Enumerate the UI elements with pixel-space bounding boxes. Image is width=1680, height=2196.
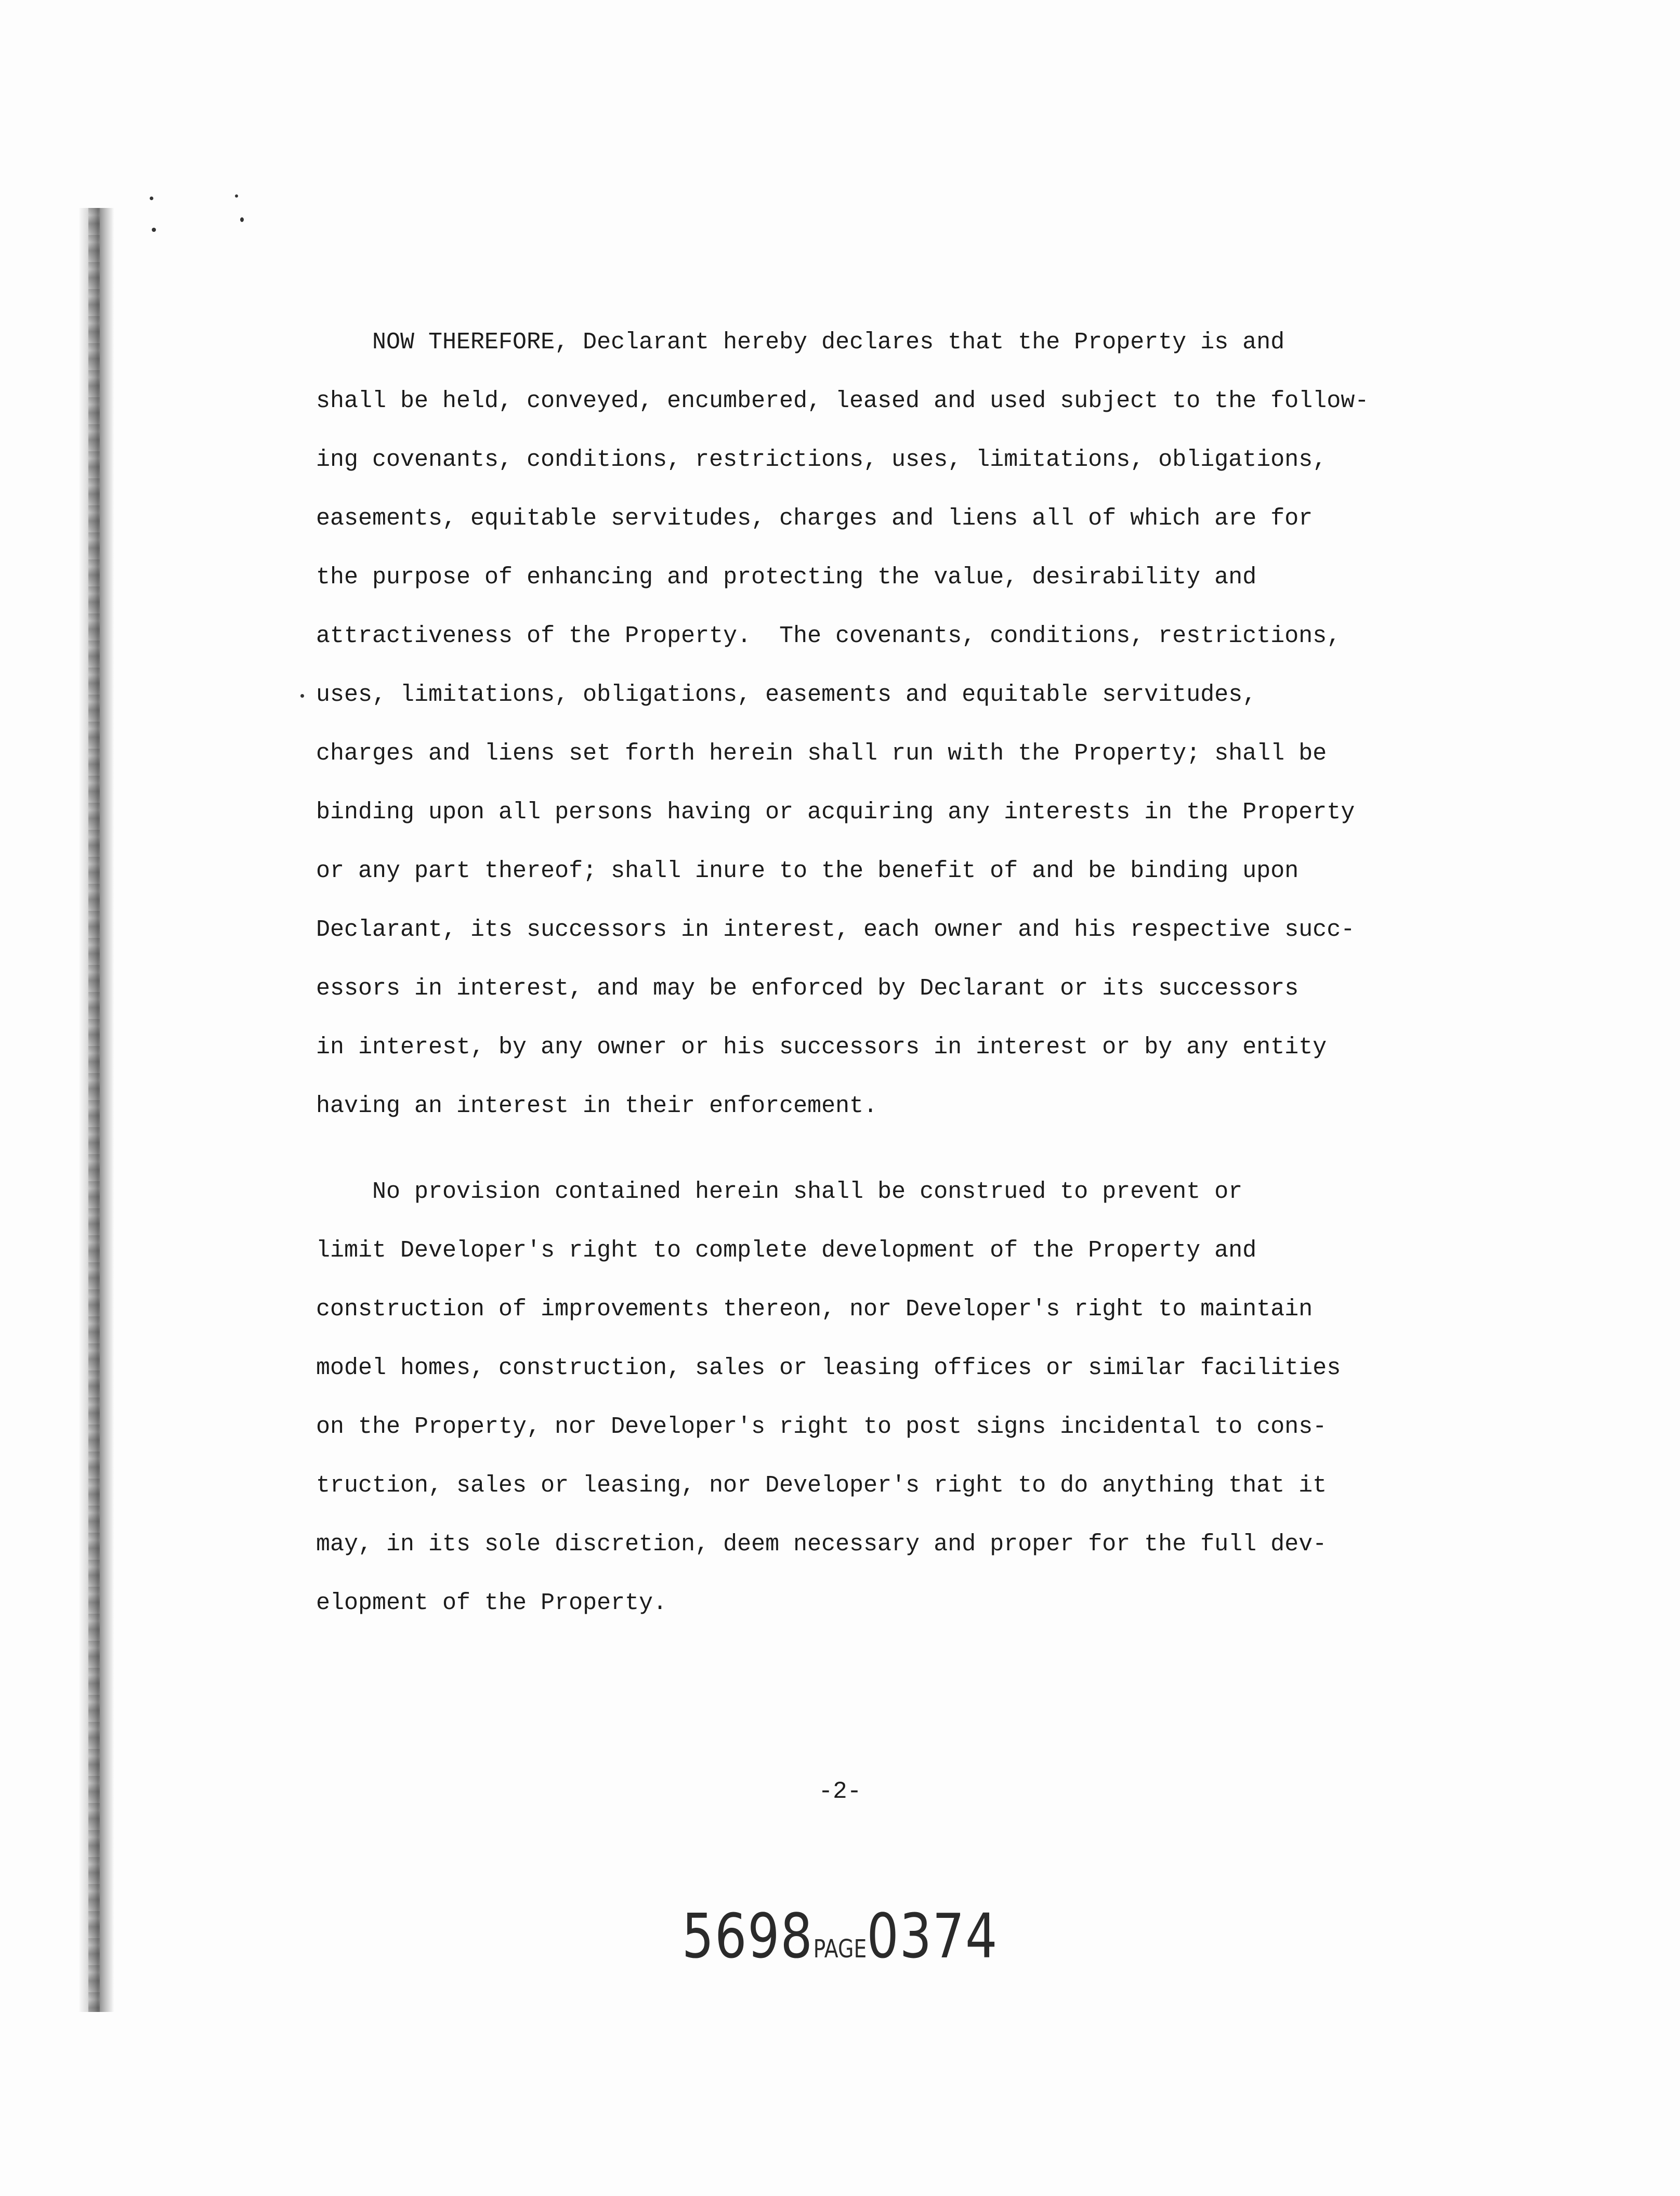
paragraph-line: Declarant, its successors in interest, each owner and his respective succ-	[316, 917, 1355, 943]
paragraph-line: elopment of the Property.	[316, 1590, 667, 1616]
stamp-page-label: PAGE	[813, 1934, 867, 1964]
scan-speck	[300, 694, 304, 698]
paragraph-line: the purpose of enhancing and protecting the value, desirability and	[316, 564, 1257, 591]
paragraph-line: model homes, construction, sales or leasing offices or similar facilities	[316, 1355, 1341, 1381]
paragraph-line: having an interest in their enforcement.	[316, 1093, 878, 1119]
paragraph-line: binding upon all persons having or acquiring any interests in the Property	[316, 799, 1355, 826]
scan-speck	[150, 197, 153, 200]
paragraph-line: attractiveness of the Property. The covenants, conditions, restrictions,	[316, 623, 1341, 649]
book-page-stamp	[151, 1900, 1529, 1972]
paragraph-line: NOW THEREFORE, Declarant hereby declares that the Property is and	[316, 329, 1285, 356]
paragraph-declaration	[316, 313, 1449, 1135]
paragraph-line: on the Property, nor Developer's right to post signs incidental to cons-	[316, 1414, 1327, 1440]
stamp-page-number: 0374	[867, 1900, 999, 1972]
scan-speck	[235, 194, 238, 198]
paragraph-line: truction, sales or leasing, nor Developer's right to do anything that it	[316, 1472, 1327, 1499]
scan-speck	[152, 228, 156, 232]
paragraph-line: in interest, by any owner or his successors in interest or by any entity	[316, 1034, 1327, 1061]
scan-speck	[240, 217, 244, 222]
paragraph-line: essors in interest, and may be enforced by Declarant or its successors	[316, 975, 1299, 1002]
paragraph-line: construction of improvements thereon, nor Developer's right to maintain	[316, 1296, 1313, 1323]
scan-binding-edge	[78, 208, 114, 2012]
page-number: -2-	[818, 1778, 862, 1805]
paragraph-line: limit Developer's right to complete development of the Property and	[316, 1237, 1257, 1264]
paragraph-line: ing covenants, conditions, restrictions, uses, limitations, obligations,	[316, 447, 1327, 473]
paragraph-line: No provision contained herein shall be construed to prevent or	[316, 1179, 1243, 1205]
paragraph-line: easements, equitable servitudes, charges and liens all of which are for	[316, 505, 1313, 532]
stamp-book-number: 5698	[681, 1900, 813, 1972]
paragraph-line: charges and liens set forth herein shall run with the Property; shall be	[316, 740, 1327, 767]
paragraph-line: shall be held, conveyed, encumbered, leased and used subject to the follow-	[316, 388, 1369, 414]
paragraph-line: may, in its sole discretion, deem necessary and proper for the full dev-	[316, 1531, 1327, 1558]
paragraph-line: or any part thereof; shall inure to the benefit of and be binding upon	[316, 858, 1299, 884]
paragraph-developer-rights	[316, 1162, 1449, 1632]
paragraph-line: uses, limitations, obligations, easements and equitable servitudes,	[316, 682, 1257, 708]
